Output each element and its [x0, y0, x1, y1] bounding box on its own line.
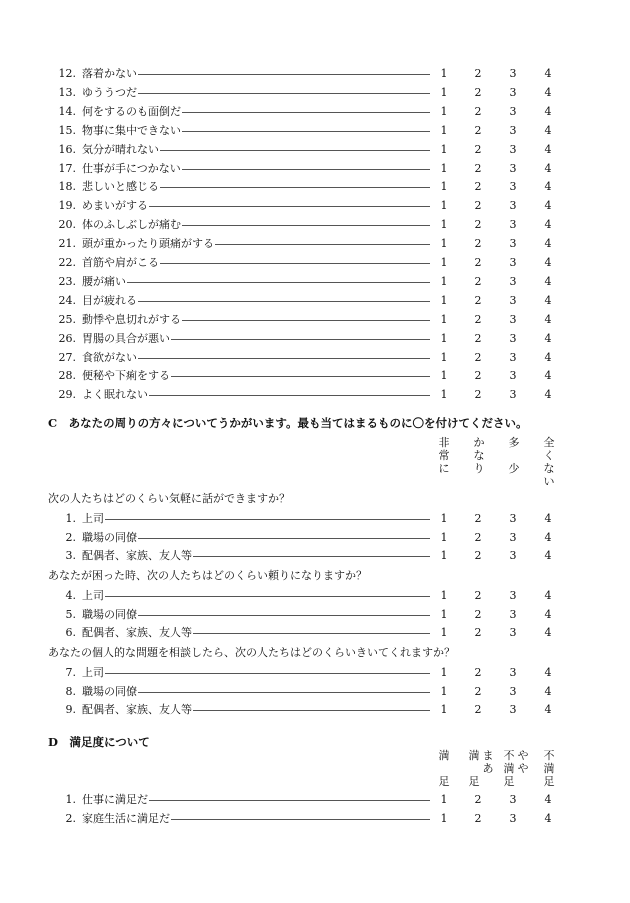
- answer-option-2[interactable]: 2: [474, 350, 482, 364]
- answer-option-4[interactable]: 4: [544, 274, 552, 288]
- answer-option-1[interactable]: 1: [440, 388, 448, 402]
- item-label: 上司: [82, 589, 104, 602]
- answer-option-4[interactable]: 4: [544, 666, 552, 679]
- column-header-char: か: [473, 436, 485, 449]
- leader-line: [171, 376, 430, 377]
- answer-option-2[interactable]: 2: [474, 684, 482, 698]
- answer-option-3[interactable]: 3: [509, 607, 517, 621]
- leader-line: [138, 93, 430, 94]
- column-header: [542, 436, 556, 488]
- question-row: [0, 367, 630, 385]
- item-number: 1.: [65, 793, 76, 806]
- answer-option-1[interactable]: 1: [440, 793, 448, 806]
- answer-option-1[interactable]: 1: [440, 104, 448, 118]
- item-number: 5.: [65, 607, 76, 621]
- answer-option-3[interactable]: 3: [509, 293, 517, 307]
- item-number: 12.: [58, 67, 76, 80]
- item-number: 14.: [58, 104, 76, 118]
- answer-option-4[interactable]: 4: [544, 549, 552, 562]
- item-number: 22.: [58, 256, 76, 269]
- item-label: 何をするのも面倒だ: [82, 104, 181, 118]
- answer-option-2[interactable]: 2: [474, 589, 482, 602]
- sub-question: 次の人たちはどのくらい気軽に話ができますか？: [48, 492, 290, 505]
- question-row: [0, 84, 630, 102]
- answer-option-3[interactable]: 3: [509, 512, 517, 525]
- item-label: 落着かない: [82, 67, 137, 80]
- item-number: 3.: [65, 549, 76, 562]
- item-label: 配偶者、家族、友人等: [82, 703, 192, 716]
- leader-line: [105, 596, 430, 597]
- column-header-char: 非: [438, 436, 450, 449]
- question-row: [0, 624, 630, 642]
- answer-option-4[interactable]: 4: [544, 626, 552, 639]
- answer-option-4[interactable]: 4: [544, 388, 552, 402]
- answer-option-4[interactable]: 4: [544, 67, 552, 80]
- answer-option-1[interactable]: 1: [440, 123, 448, 137]
- question-row: [0, 292, 630, 310]
- leader-line: [160, 150, 430, 151]
- answer-option-1[interactable]: 1: [440, 549, 448, 562]
- answer-option-2[interactable]: 2: [474, 369, 482, 383]
- answer-option-1[interactable]: 1: [440, 256, 448, 269]
- answer-option-1[interactable]: 1: [440, 293, 448, 307]
- column-header-char: 満: [468, 749, 480, 762]
- item-label: 便秘や下痢をする: [82, 369, 170, 383]
- column-header-char: [516, 775, 530, 788]
- answer-option-3[interactable]: 3: [509, 104, 517, 118]
- column-header: [507, 436, 521, 475]
- answer-option-3[interactable]: 3: [509, 388, 517, 402]
- column-header-char: な: [473, 449, 485, 462]
- answer-option-2[interactable]: 2: [474, 331, 482, 345]
- answer-option-1[interactable]: 1: [440, 666, 448, 679]
- column-header-char: や: [517, 762, 529, 775]
- answer-option-2[interactable]: 2: [474, 530, 482, 544]
- column-header-char: 少: [508, 462, 520, 475]
- answer-option-3[interactable]: 3: [509, 350, 517, 364]
- answer-option-1[interactable]: 1: [440, 626, 448, 639]
- leader-line: [182, 320, 430, 321]
- question-row: [0, 141, 630, 159]
- answer-option-4[interactable]: 4: [544, 703, 552, 716]
- column-header-char: い: [543, 475, 555, 488]
- column-header-char: 不: [543, 749, 555, 762]
- item-label: 胃腸の具合が悪い: [82, 331, 170, 345]
- answer-option-1[interactable]: 1: [440, 274, 448, 288]
- answer-option-2[interactable]: 2: [474, 85, 482, 99]
- question-row: [0, 273, 630, 291]
- leader-line: [182, 225, 430, 226]
- leader-line: [193, 710, 430, 711]
- leader-line: [182, 169, 430, 170]
- answer-option-3[interactable]: 3: [509, 218, 517, 232]
- answer-option-1[interactable]: 1: [440, 684, 448, 698]
- column-header-char: [467, 762, 481, 775]
- item-label: 首筋や肩がこる: [82, 256, 159, 269]
- column-header-char: 足: [543, 775, 555, 788]
- answer-option-1[interactable]: 1: [440, 312, 448, 326]
- answer-option-3[interactable]: 3: [509, 811, 517, 825]
- column-header-char: 足: [503, 775, 515, 788]
- leader-line: [149, 395, 430, 396]
- item-label: 食欲がない: [82, 350, 137, 364]
- answer-option-4[interactable]: 4: [544, 811, 552, 825]
- leader-line: [138, 692, 430, 693]
- answer-option-4[interactable]: 4: [544, 104, 552, 118]
- item-label: 動悸や息切れがする: [82, 312, 181, 326]
- column-header-char: 足: [468, 775, 480, 788]
- question-row: [0, 254, 630, 272]
- answer-option-1[interactable]: 1: [440, 703, 448, 716]
- item-label: 気分が晴れない: [82, 142, 159, 156]
- item-label: 職場の同僚: [82, 607, 137, 621]
- sub-question: あなたが困った時、次の人たちはどのくらい頼りになりますか？: [48, 569, 367, 582]
- answer-option-1[interactable]: 1: [440, 589, 448, 602]
- item-number: 21.: [58, 237, 76, 251]
- item-label: よく眠れない: [82, 388, 148, 402]
- answer-option-1[interactable]: 1: [440, 512, 448, 525]
- answer-option-1[interactable]: 1: [440, 85, 448, 99]
- leader-line: [138, 538, 430, 539]
- answer-option-3[interactable]: 3: [509, 180, 517, 194]
- answer-option-3[interactable]: 3: [509, 331, 517, 345]
- column-header-char: 不: [503, 749, 515, 762]
- item-label: 腰が痛い: [82, 274, 126, 288]
- answer-option-3[interactable]: 3: [509, 666, 517, 679]
- item-number: 2.: [65, 530, 76, 544]
- answer-option-1[interactable]: 1: [440, 811, 448, 825]
- answer-option-3[interactable]: 3: [509, 142, 517, 156]
- answer-option-4[interactable]: 4: [544, 793, 552, 806]
- answer-option-1[interactable]: 1: [440, 180, 448, 194]
- question-row: [0, 349, 630, 367]
- question-row: [0, 529, 630, 547]
- question-row: [0, 65, 630, 83]
- answer-option-2[interactable]: 2: [474, 161, 482, 175]
- leader-line: [171, 339, 430, 340]
- leader-line: [149, 206, 430, 207]
- item-label: 目が疲れる: [82, 293, 137, 307]
- question-row: [0, 606, 630, 624]
- item-number: 7.: [65, 666, 76, 679]
- answer-option-2[interactable]: 2: [474, 274, 482, 288]
- item-number: 4.: [65, 589, 76, 602]
- answer-option-3[interactable]: 3: [509, 199, 517, 213]
- leader-line: [193, 633, 430, 634]
- leader-line: [160, 187, 430, 188]
- item-number: 8.: [65, 684, 76, 698]
- answer-option-1[interactable]: 1: [440, 530, 448, 544]
- answer-option-3[interactable]: 3: [509, 530, 517, 544]
- answer-option-2[interactable]: 2: [474, 312, 482, 326]
- section-d-heading: D 満足度について: [48, 735, 150, 749]
- answer-option-2[interactable]: 2: [474, 793, 482, 806]
- answer-option-4[interactable]: 4: [544, 312, 552, 326]
- column-header-char: 足: [438, 775, 450, 788]
- column-header-char: 満: [503, 762, 515, 775]
- answer-option-2[interactable]: 2: [474, 123, 482, 137]
- answer-option-2[interactable]: 2: [474, 607, 482, 621]
- leader-line: [160, 263, 430, 264]
- answer-option-1[interactable]: 1: [440, 142, 448, 156]
- answer-option-3[interactable]: 3: [509, 85, 517, 99]
- item-label: ゆううつだ: [82, 85, 137, 99]
- item-number: 16.: [58, 142, 76, 156]
- item-label: 頭が重かったり頭痛がする: [82, 237, 214, 251]
- item-number: 29.: [58, 388, 76, 402]
- leader-line: [215, 244, 430, 245]
- answer-option-4[interactable]: 4: [544, 199, 552, 213]
- leader-line: [182, 112, 430, 113]
- item-number: 19.: [58, 199, 76, 213]
- answer-option-2[interactable]: 2: [474, 388, 482, 402]
- answer-option-2[interactable]: 2: [474, 811, 482, 825]
- answer-option-1[interactable]: 1: [440, 218, 448, 232]
- answer-option-4[interactable]: 4: [544, 350, 552, 364]
- answer-option-1[interactable]: 1: [440, 161, 448, 175]
- answer-option-4[interactable]: 4: [544, 218, 552, 232]
- answer-option-2[interactable]: 2: [474, 256, 482, 269]
- item-label: 仕事が手につかない: [82, 161, 181, 175]
- item-label: 配偶者、家族、友人等: [82, 626, 192, 639]
- column-header-char: り: [473, 462, 485, 475]
- column-header-stack: [516, 749, 530, 788]
- question-row: [0, 664, 630, 682]
- item-label: 配偶者、家族、友人等: [82, 549, 192, 562]
- section-c-heading: C あなたの周りの方々についてうかがいます。最も当てはまるものに〇を付けてください。: [48, 416, 528, 430]
- answer-option-2[interactable]: 2: [474, 142, 482, 156]
- item-number: 6.: [65, 626, 76, 639]
- column-header-char: 満: [543, 762, 555, 775]
- column-header-char: ま: [482, 749, 494, 762]
- answer-option-2[interactable]: 2: [474, 703, 482, 716]
- item-number: 13.: [58, 85, 76, 99]
- answer-option-3[interactable]: 3: [509, 161, 517, 175]
- column-header-stack: [467, 749, 481, 788]
- leader-line: [105, 673, 430, 674]
- item-label: めまいがする: [82, 199, 148, 213]
- item-number: 27.: [58, 350, 76, 364]
- answer-option-3[interactable]: 3: [509, 793, 517, 806]
- column-header-char: 満: [438, 749, 450, 762]
- question-row: [0, 216, 630, 234]
- answer-option-4[interactable]: 4: [544, 331, 552, 345]
- item-number: 1.: [65, 512, 76, 525]
- answer-option-1[interactable]: 1: [440, 607, 448, 621]
- leader-line: [105, 519, 430, 520]
- question-row: [0, 197, 630, 215]
- answer-option-4[interactable]: 4: [544, 123, 552, 137]
- question-row: [0, 547, 630, 565]
- answer-option-1[interactable]: 1: [440, 199, 448, 213]
- question-row: [0, 810, 630, 828]
- answer-option-3[interactable]: 3: [509, 626, 517, 639]
- answer-option-4[interactable]: 4: [544, 607, 552, 621]
- question-row: [0, 330, 630, 348]
- answer-option-1[interactable]: 1: [440, 369, 448, 383]
- answer-option-1[interactable]: 1: [440, 237, 448, 251]
- answer-option-3[interactable]: 3: [509, 237, 517, 251]
- item-label: 仕事に満足だ: [82, 793, 148, 806]
- leader-line: [138, 615, 430, 616]
- sub-question: あなたの個人的な問題を相談したら、次の人たちはどのくらいきいてくれますか？: [48, 646, 455, 659]
- question-row: [0, 103, 630, 121]
- item-number: 2.: [65, 811, 76, 825]
- column-header-char: 全: [543, 436, 555, 449]
- answer-option-2[interactable]: 2: [474, 512, 482, 525]
- answer-option-2[interactable]: 2: [474, 549, 482, 562]
- answer-option-4[interactable]: 4: [544, 237, 552, 251]
- column-header-char: あ: [482, 762, 494, 775]
- column-header-char: [507, 449, 521, 462]
- item-label: 職場の同僚: [82, 530, 137, 544]
- answer-option-2[interactable]: 2: [474, 199, 482, 213]
- item-label: 上司: [82, 512, 104, 525]
- answer-option-3[interactable]: 3: [509, 703, 517, 716]
- question-row: [0, 510, 630, 528]
- answer-option-4[interactable]: 4: [544, 530, 552, 544]
- item-label: 悲しいと感じる: [82, 180, 159, 194]
- question-row: [0, 791, 630, 809]
- answer-option-3[interactable]: 3: [509, 589, 517, 602]
- answer-option-2[interactable]: 2: [474, 180, 482, 194]
- answer-option-3[interactable]: 3: [509, 549, 517, 562]
- item-number: 9.: [65, 703, 76, 716]
- answer-option-1[interactable]: 1: [440, 350, 448, 364]
- column-header-char: く: [543, 449, 555, 462]
- answer-option-3[interactable]: 3: [509, 369, 517, 383]
- leader-line: [138, 301, 430, 302]
- question-row: [0, 235, 630, 253]
- answer-option-2[interactable]: 2: [474, 293, 482, 307]
- item-label: 物事に集中できない: [82, 123, 181, 137]
- leader-line: [182, 131, 430, 132]
- answer-option-4[interactable]: 4: [544, 85, 552, 99]
- item-number: 25.: [58, 312, 76, 326]
- item-label: 体のふしぶしが痛む: [82, 218, 181, 232]
- column-header-char: や: [517, 749, 529, 762]
- item-number: 23.: [58, 274, 76, 288]
- answer-option-4[interactable]: 4: [544, 256, 552, 269]
- column-header-char: な: [543, 462, 555, 475]
- column-header-stack: [437, 749, 451, 788]
- leader-line: [149, 800, 430, 801]
- leader-line: [171, 819, 430, 820]
- answer-option-2[interactable]: 2: [474, 67, 482, 80]
- answer-option-4[interactable]: 4: [544, 684, 552, 698]
- item-number: 26.: [58, 331, 76, 345]
- answer-option-4[interactable]: 4: [544, 589, 552, 602]
- item-label: 職場の同僚: [82, 684, 137, 698]
- answer-option-4[interactable]: 4: [544, 369, 552, 383]
- answer-option-2[interactable]: 2: [474, 666, 482, 679]
- column-header: [472, 436, 486, 475]
- leader-line: [138, 74, 430, 75]
- answer-option-4[interactable]: 4: [544, 161, 552, 175]
- question-row: [0, 683, 630, 701]
- leader-line: [138, 358, 430, 359]
- column-header-stack: [481, 749, 495, 788]
- item-number: 28.: [58, 369, 76, 383]
- answer-option-2[interactable]: 2: [474, 104, 482, 118]
- item-label: 家庭生活に満足だ: [82, 811, 170, 825]
- leader-line: [193, 556, 430, 557]
- question-row: [0, 311, 630, 329]
- answer-option-2[interactable]: 2: [474, 237, 482, 251]
- column-header-char: 常: [438, 449, 450, 462]
- column-header: [437, 436, 451, 475]
- question-row: [0, 386, 630, 404]
- column-header-char: に: [438, 462, 450, 475]
- answer-option-1[interactable]: 1: [440, 67, 448, 80]
- column-header-stack: [542, 749, 556, 788]
- question-row: [0, 587, 630, 605]
- answer-option-3[interactable]: 3: [509, 684, 517, 698]
- column-header-char: [437, 762, 451, 775]
- item-number: 17.: [58, 161, 76, 175]
- leader-line: [127, 282, 430, 283]
- answer-option-1[interactable]: 1: [440, 331, 448, 345]
- answer-option-4[interactable]: 4: [544, 293, 552, 307]
- question-row: [0, 122, 630, 140]
- answer-option-2[interactable]: 2: [474, 626, 482, 639]
- item-number: 15.: [58, 123, 76, 137]
- answer-option-4[interactable]: 4: [544, 180, 552, 194]
- column-header-stack: [502, 749, 516, 788]
- answer-option-3[interactable]: 3: [509, 256, 517, 269]
- answer-option-4[interactable]: 4: [544, 512, 552, 525]
- item-number: 24.: [58, 293, 76, 307]
- column-header-char: 多: [508, 436, 520, 449]
- item-label: 上司: [82, 666, 104, 679]
- column-header-char: [481, 775, 495, 788]
- answer-option-3[interactable]: 3: [509, 312, 517, 326]
- answer-option-4[interactable]: 4: [544, 142, 552, 156]
- answer-option-3[interactable]: 3: [509, 67, 517, 80]
- answer-option-2[interactable]: 2: [474, 218, 482, 232]
- answer-option-3[interactable]: 3: [509, 274, 517, 288]
- answer-option-3[interactable]: 3: [509, 123, 517, 137]
- question-row: [0, 178, 630, 196]
- item-number: 18.: [58, 180, 76, 194]
- item-number: 20.: [58, 218, 76, 232]
- question-row: [0, 160, 630, 178]
- question-row: [0, 701, 630, 719]
